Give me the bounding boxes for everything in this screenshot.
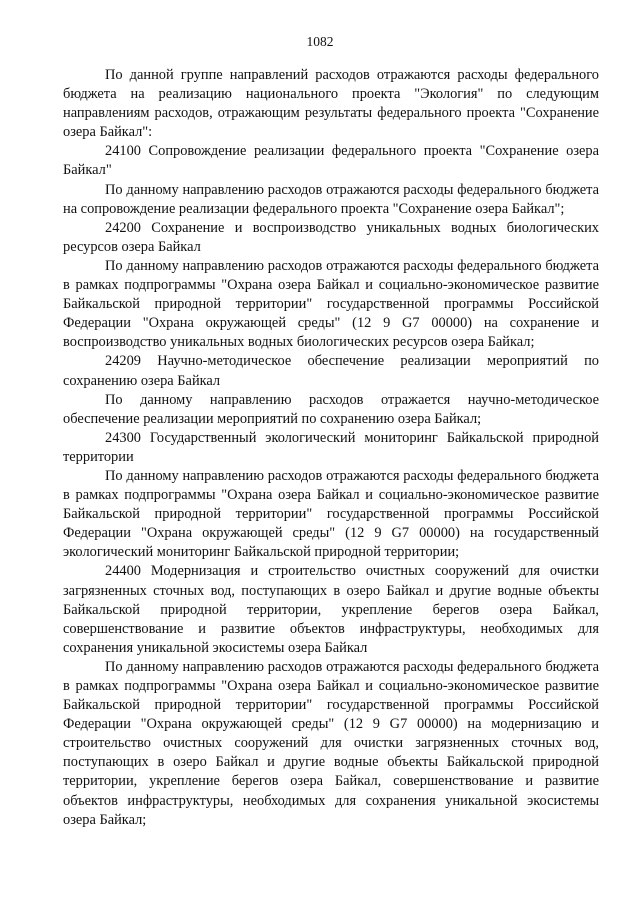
section-text-24100: По данному направлению расходов отражаются расходы федерального бюджета на сопровождение реализации федерального проекта "Сохранение озера Байкал";: [63, 181, 599, 217]
section-heading-24400: 24400 Модернизация и строительство очистных сооружений для очистки загрязненных сточных вод, поступающих в озеро Байкал и другие водные объекты Байкальской природной территории, укрепление берегов озера Байкал, совершенствование и развитие объектов инфраструктуры, необходимых для сохранения уникальной экосистемы озера Байкал: [63, 563, 599, 656]
section-text-24200: По данному направлению расходов отражаются расходы федерального бюджета в рамках подпрограммы "Охрана озера Байкал и социально-экономическое развитие Байкальской природной территории" государственной программы Российской Федерации "Охрана окружающей среды" (12 9 G7 00000) на сохранение и воспроизводство уникальных водных биологических ресурсов озера Байкал;: [63, 257, 599, 351]
section-text-24300: По данному направлению расходов отражаются расходы федерального бюджета в рамках подпрограммы "Охрана озера Байкал и социально-экономическое развитие Байкальской природной территории" государственной программы Российской Федерации "Охрана окружающей среды" (12 9 G7 00000) на государственный экологический мониторинг Байкальской природной территории;: [63, 467, 599, 561]
section-text-24209: По данному направлению расходов отражается научно-методическое обеспечение реализации мероприятий по сохранению озера Байкал;: [63, 391, 599, 427]
document-body: [63, 66, 599, 830]
section-text-24400: По данному направлению расходов отражаются расходы федерального бюджета в рамках подпрограммы "Охрана озера Байкал и социально-экономическое развитие Байкальской природной территории" государственной программы Российской Федерации "Охрана окружающей среды" (12 9 G7 00000) на модернизацию и строительство очистных сооружений для очистки загрязненных сточных вод, поступающих в озеро Байкал и другие водные объекты Байкальской природной территории, укрепление берегов озера Байкал, совершенствование и развитие объектов инфраструктуры, необходимых для сохранения уникальной экосистемы озера Байкал;: [63, 658, 599, 828]
section-heading-24209: 24209 Научно-методическое обеспечение реализации мероприятий по сохранению озера Байкал: [63, 353, 599, 389]
section-heading-24300: 24300 Государственный экологический мониторинг Байкальской природной территории: [63, 429, 599, 465]
section-heading-24200: 24200 Сохранение и воспроизводство уникальных водных биологических ресурсов озера Байкал: [63, 219, 599, 255]
page-number: 1082: [306, 34, 334, 49]
intro-paragraph: По данной группе направлений расходов отражаются расходы федерального бюджета на реализацию национального проекта "Экология" по следующим направлениям расходов, отражающим результаты федерального проекта "Сохранение озера Байкал":: [63, 67, 599, 141]
section-heading-24100: 24100 Сопровождение реализации федерального проекта "Сохранение озера Байкал": [63, 143, 599, 179]
